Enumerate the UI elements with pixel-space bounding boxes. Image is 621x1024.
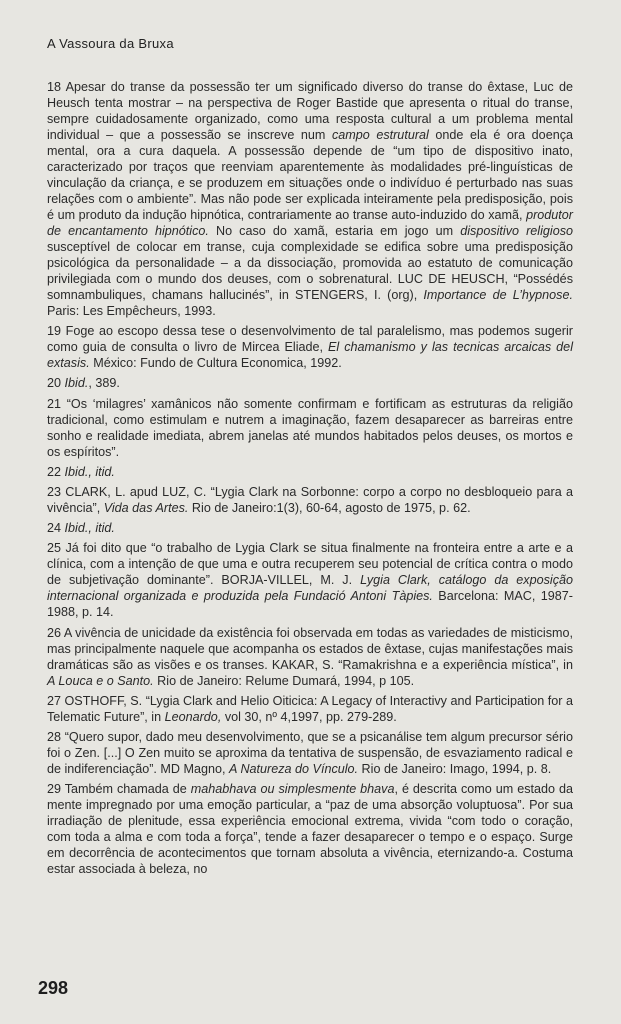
page-number: 298 (38, 978, 69, 998)
footnote-18: 18 Apesar do transe da possessão ter um significado diverso do transe do êxtase, Luc de Heusch tenta mostrar – na perspectiva de Roger Bastide que apresenta o ritual do transe, sempre cuidadosamente organizado, como uma resposta cultural a um problema mental individual – que a possessão se inscreve num campo estrutural onde ela é ora doença mental, ora a cura daquela. A possessão depende de “um tipo de dispositivo inato, caracterizado por traços que reenviam aparentemente às modalidades pré-linguísticas de vinculação da criança, e se produzem em situações onde o indivíduo é perturbado nas suas relações com o ambiente”. Mas não pode ser explicada inteiramente pela predisposição, pois é um produto da indução hipnótica, contrariamente ao transe auto-induzido do xamã, produtor de encantamento hipnótico. No caso do xamã, estaria em jogo um dispositivo religioso susceptível de colocar em transe, cuja complexidade se edifica sobre uma predisposição psicológica da personalidade – a da dissociação, promovida ao estatuto de comunicação privilegiada com o mundo dos deuses, com o sobrenatural. LUC DE HEUSCH, “Possédés somnambuliques, chamans hallucinés”, in STENGERS, I. (org), Importance de L’hypnose. Paris: Les Empêcheurs, 1993. (47, 80, 573, 318)
footnote-28: 28 “Quero supor, dado meu desenvolvimento, que se a psicanálise tem algum precursor sério foi o Zen. [...] O Zen muito se aproxima da tentativa de suspensão, de esvaziamento radical e de indiferenciação”. MD Magno, A Natureza do Vínculo. Rio de Janeiro: Imago, 1994, p. 8. (47, 729, 573, 776)
footnote-26: 26 A vivência de unicidade da existência foi observada em todas as variedades de misticismo, mas principalmente naquele que acompanha os estados de êxtase, cujas manifestações mais dramáticas são as visões e os transes. KAKAR, S. “Ramakrishna e a experiência mística”, in A Louca e o Santo. Rio de Janeiro: Relume Dumará, 1994, p 105. (47, 625, 573, 688)
footnote-21: 21 “Os ‘milagres’ xamânicos não somente confirmam e fortificam as estruturas da religião tradicional, como estimulam e nutrem a imaginação, fazem desaparecer as barreiras entre sonho e realidade imediata, abrem janelas até mundos habitados pelos deuses, os mortos e os espíritos”. (47, 396, 573, 459)
running-head: A Vassoura da Bruxa (47, 36, 174, 51)
footnotes-section (47, 79, 573, 881)
footnote-25: 25 Já foi dito que “o trabalho de Lygia Clark se situa finalmente na fronteira entre a arte e a clínica, com a intenção de que uma e outra recuperem seu potencial de crítica contra o modo de subjetivação dominante”. BORJA-VILLEL, M. J. Lygia Clark, catálogo da exposição internacional organizada e produzida pela Fundació Antoni Tàpies. Barcelona: MAC, 1987-1988, p. 14. (47, 541, 573, 620)
footnote-22: 22 Ibid., itid. (47, 464, 115, 479)
footnote-24: 24 Ibid., itid. (47, 521, 115, 536)
footnote-19: 19 Foge ao escopo dessa tese o desenvolvimento de tal paralelismo, mas podemos sugerir como guia de consulta o livro de Mircea Eliade, El chamanismo y las tecnicas arcaicas del extasis. México: Fundo de Cultura Economica, 1992. (47, 324, 573, 371)
footnote-27: 27 OSTHOFF, S. “Lygia Clark and Helio Oiticica: A Legacy of Interactivy and Participation for a Telematic Future”, in Leonardo, vol 30, nº 4,1997, pp. 279-289. (47, 693, 573, 724)
footnote-29: 29 Também chamada de mahabhava ou simplesmente bhava, é descrita como um estado da mente impregnado por uma emoção particular, a “paz de uma absorção voluptuosa”. Por sua irradiação de plenitude, essa experiência emocional extrema, vivida “com todo o coração, com toda a alma e com toda a força”, tende a fazer desaparecer o tempo e o espaço. Surge em decorrência de acontecimentos que tornam absoluta a vivência, eternizando-a. Costuma estar associada à beleza, no (47, 782, 573, 877)
footnote-20: 20 Ibid., 389. (47, 376, 120, 391)
footnote-23: 23 CLARK, L. apud LUZ, C. “Lygia Clark na Sorbonne: corpo a corpo no desbloqueio para a vivência”, Vida das Artes. Rio de Janeiro:1(3), 60-64, agosto de 1975, p. 62. (47, 484, 573, 515)
